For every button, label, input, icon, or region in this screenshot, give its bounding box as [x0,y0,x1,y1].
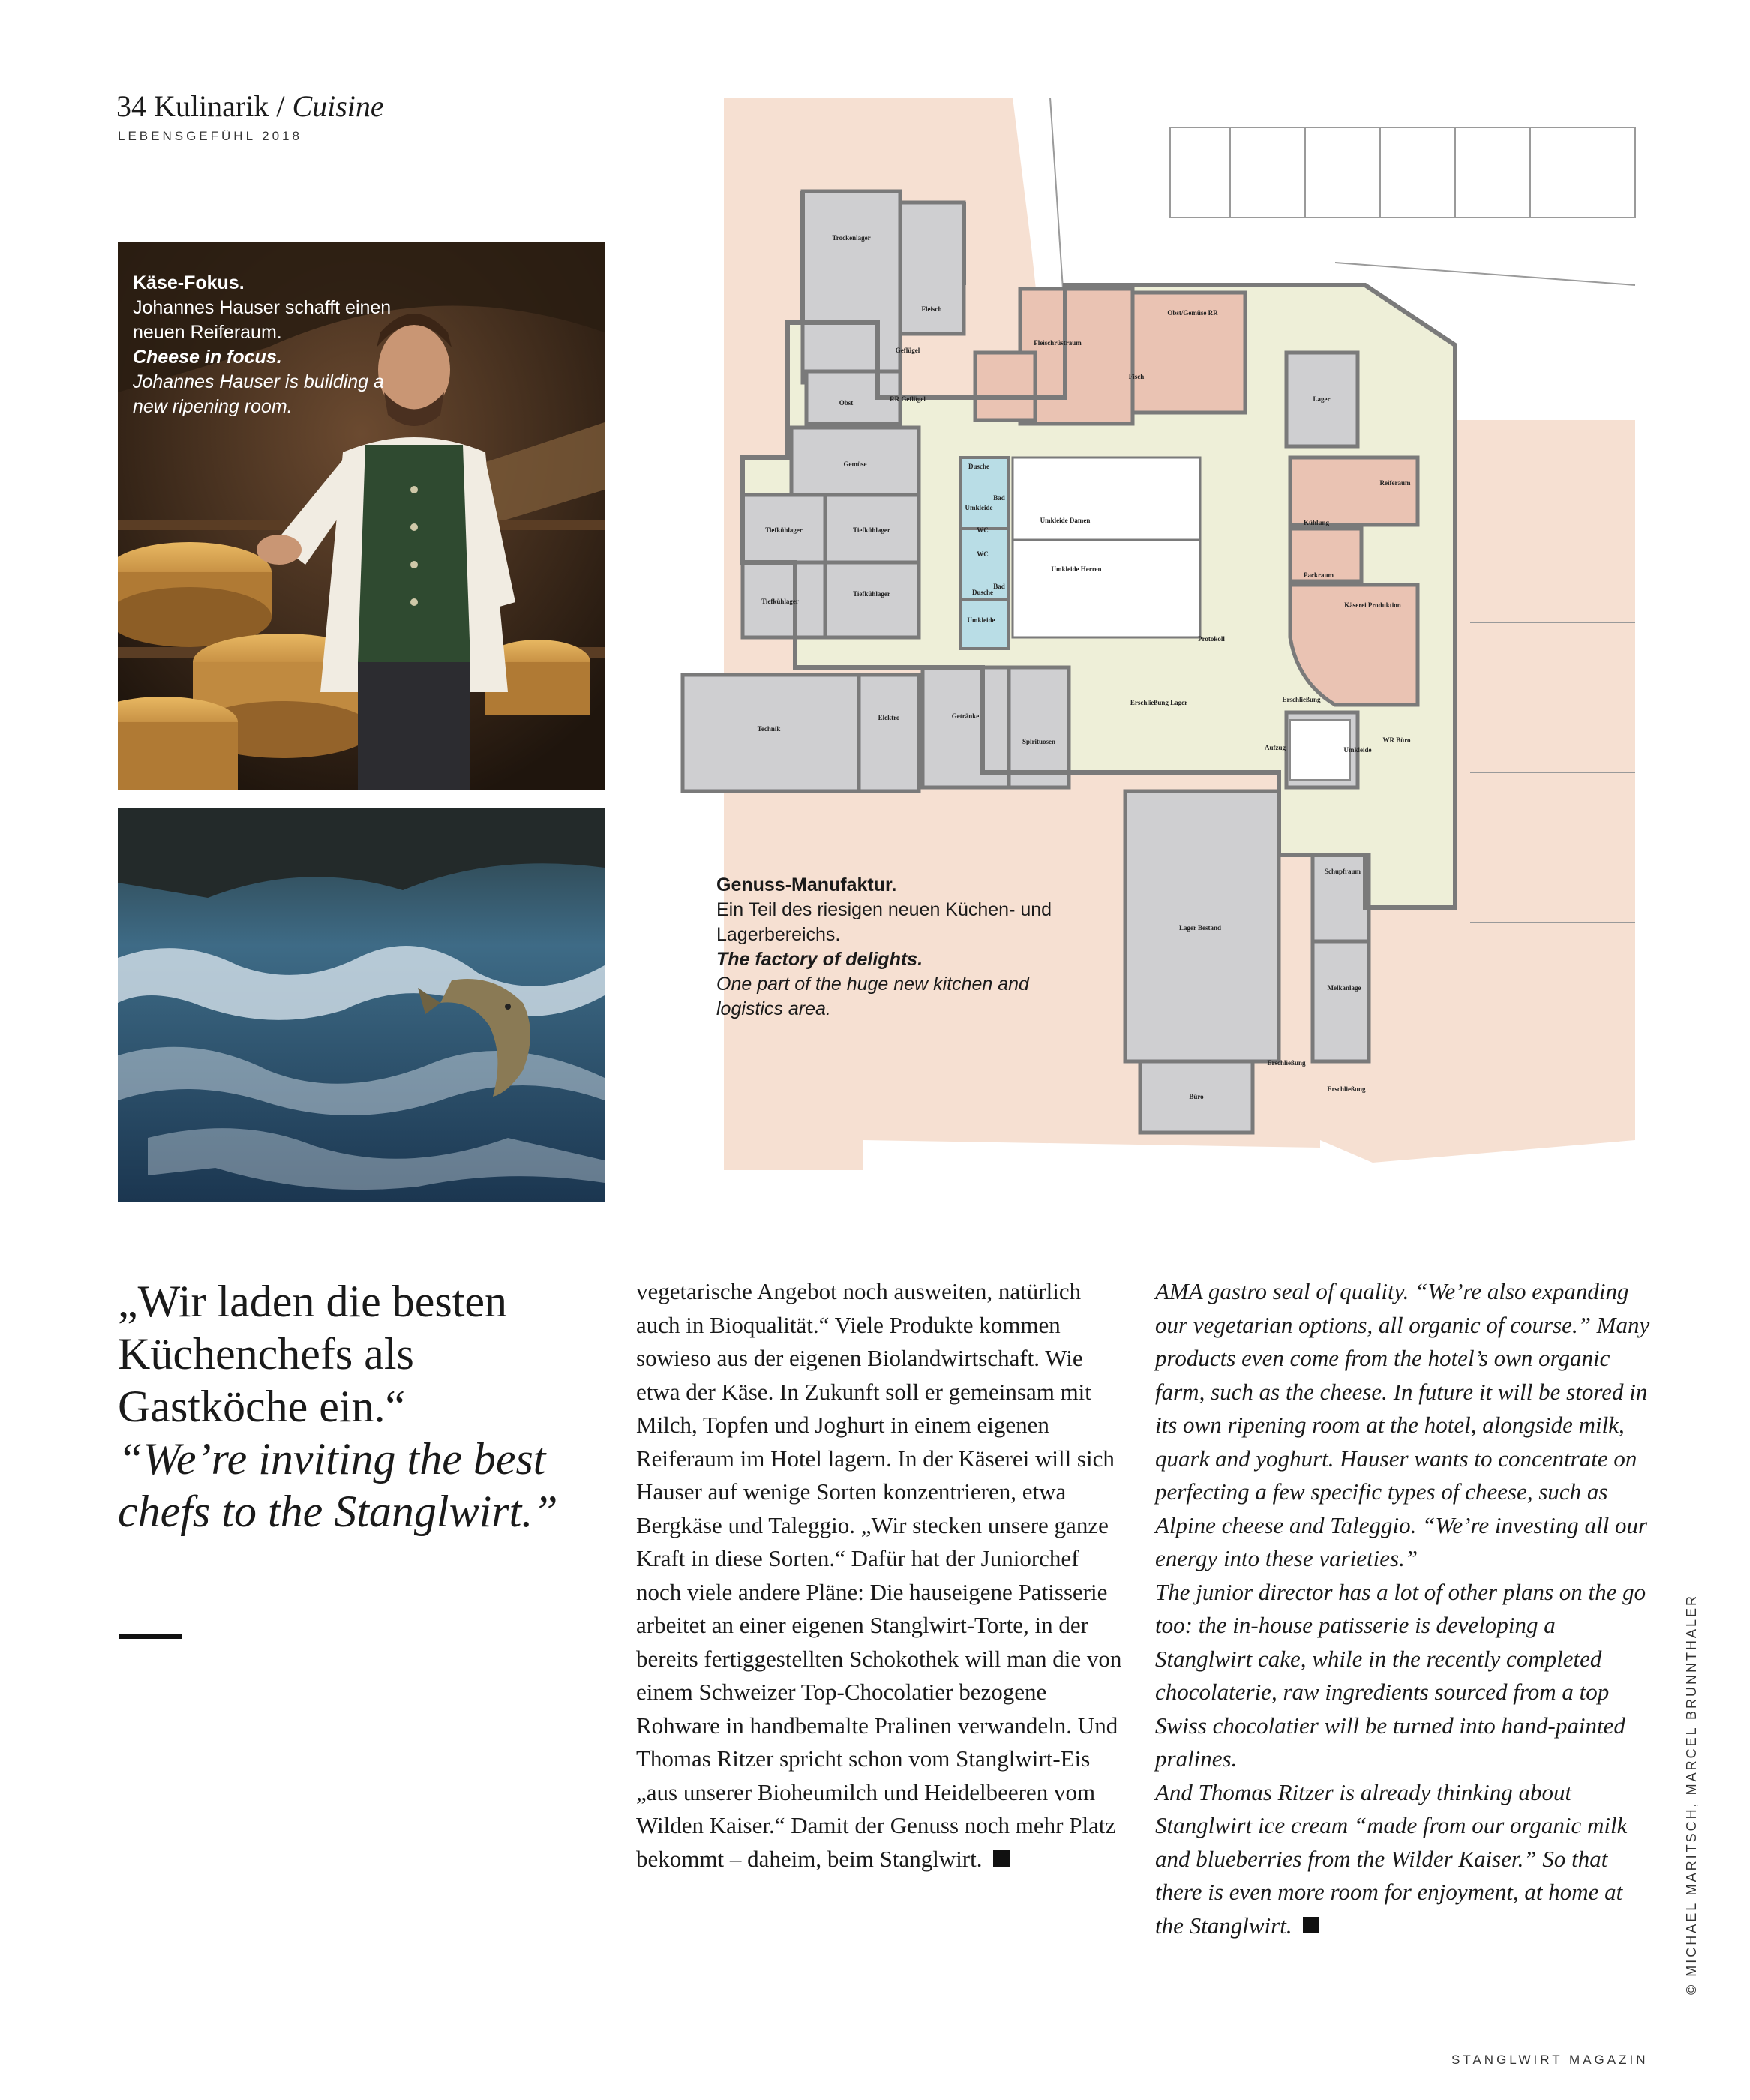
cheese-caption-title-en: Cheese in focus. [133,346,282,368]
room-lager-bestand: Lager Bestand [1178,924,1222,932]
room-tiefkuehl-2: Tiefkühlager [853,526,890,534]
room-kuehlung: Kühlung [1303,519,1330,526]
section-name-en: Cuisine [292,89,384,123]
room-tiefkuehl-4: Tiefkühlager [853,590,890,598]
room-rr-gefluegel: RR Geflügel [890,395,926,403]
page-header-title [116,88,384,124]
photo-credit: © MICHAEL MARITSCH, MARCEL BRUNNTHALER [1684,1594,1699,1995]
section-name: Kulinarik [154,89,269,123]
pull-quote [118,1275,583,1538]
room-packraum: Packraum [1304,572,1334,579]
room-buero: Büro [1189,1093,1204,1100]
room-lager: Lager [1313,395,1331,403]
room-erschliessung-lager: Erschließung Lager [1130,699,1188,706]
room-trockenlager: Trockenlager [832,234,871,242]
body-column-german [636,1275,1122,1876]
cheese-caption-en: Johannes Hauser is building a new ripening room. [133,371,384,417]
body-text-en-p1: AMA gastro seal of quality. “We’re also expanding our vegetarian options, all organic of course.” Many products even come from the hotel’s own organic farm, such as the cheese. In future it will be stored in its own ripening room at the hotel, alongside milk, quark and yoghurt. Hauser wants to concentrate on perfecting a few specific types of cheese, such as Alpine cheese and Taleggio. “We’re investing all our energy into these varieties.” [1155,1278,1650,1571]
room-schupfraum: Schupfraum [1324,868,1361,875]
cheese-photo-caption [133,271,418,419]
room-umkleide-1: Umkleide [965,504,993,512]
end-of-article-mark-en [1303,1917,1319,1934]
cheese-caption-de: Johannes Hauser schafft einen neuen Reiferaum. [133,297,392,343]
body-text-en-p2: The junior director has a lot of other plans on the go too: the in-house patisserie is developing a Stanglwirt cake, while in the recently completed chocolaterie, raw ingredients sourced from a top Swiss chocolatier will be turned into hand-painted pralines. [1155,1578,1646,1772]
room-erschliessung-1: Erschließung [1282,696,1321,704]
room-dusche-2: Dusche [971,589,994,596]
room-fleisch: Fleisch [921,305,942,313]
floor-plan-caption [716,873,1076,1022]
room-umkleide-3: Umkleide [1343,746,1372,754]
room-aufzug: Aufzug [1264,744,1286,752]
room-gemuese: Gemüse [843,460,867,468]
room-tiefkuehl-3: Tiefkühlager [761,598,799,605]
body-column-english [1155,1275,1650,1942]
plan-caption-de: Ein Teil des riesigen neuen Küchen- und Lagerbereichs. [716,899,1052,945]
plan-caption-title-en: The factory of delights. [716,949,923,970]
pull-quote-de: „Wir laden die besten Küchenchefs als Gastköche ein.“ [118,1276,508,1431]
floor-plan [660,98,1650,1208]
changing-rooms [1013,458,1200,638]
room-spirituosen: Spirituosen [1022,738,1056,746]
section-separator: / [269,89,293,123]
footer-magazine-name: STANGLWIRT MAGAZIN [1451,2053,1649,2067]
pull-quote-en: “We’re inviting the best chefs to the Stanglwirt.” [118,1434,558,1536]
page-header-subtitle: LEBENSGEFÜHL 2018 [118,129,302,143]
room-umkleide-damen: Umkleide Damen [1040,517,1091,524]
room-reiferaum: Reiferaum [1379,479,1411,487]
room-dusche-1: Dusche [968,463,990,470]
room-gefluegel: Geflügel [895,346,920,354]
room-wc-2: WC [977,550,989,558]
room-melkanlage: Melkanlage [1327,984,1361,992]
cheese-cellar-photo [118,242,605,790]
room-getraenke: Getränke [951,712,980,720]
room-umkleide-herren: Umkleide Herren [1051,566,1102,573]
body-text-en-p3: And Thomas Ritzer is already thinking about Stanglwirt ice cream “made from our organic milk and blueberries from the Wilder Kaiser.” So that there is even more room for enjoyment, at home at the Stanglwirt. [1155,1778,1628,1939]
cheese-caption-title-de: Käse-Fokus. [133,272,245,293]
quote-divider [119,1634,182,1639]
room-wr-buero: WR Büro [1382,736,1411,744]
room-tiefkuehl-1: Tiefkühlager [765,526,803,534]
room-erschliessung-2: Erschließung [1267,1059,1306,1066]
trout-stream-photo [118,808,605,1202]
room-umkleide-2: Umkleide [967,616,995,624]
room-fleischruestraum: Fleischrüstraum [1034,339,1082,346]
room-erschliessung-3: Erschließung [1327,1085,1366,1093]
room-bad-2: Bad [993,583,1005,590]
room-wc-1: WC [977,526,989,534]
body-text-de: vegetarische Angebot noch ausweiten, natürlich auch in Bioqualität.“ Viele Produkte kommen sowieso aus der eigenen Biolandwirtschaft. Wie etwa der Käse. In Zukunft soll er gemeinsam mit Milch, Topfen und Joghurt in einem eigenen Reiferaum im Hotel lagern. In der Käserei will sich Hauser auf wenige Sorten konzentrieren, etwa Bergkäse und Taleggio. „Wir stecken unsere ganze Kraft in diese Sorten.“ Dafür hat der Juniorchef noch viele andere Pläne: Die hauseigene Patisserie arbeitet an einer eigenen Stanglwirt-Torte, in der bereits fertiggestellten Schokothek will man die von einem Schweizer Top-Chocolatier bezogene Rohware in handbemalte Pralinen verwandeln. Und Thomas Ritzer spricht schon vom Stanglwirt-Eis „aus unserer Bioheumilch und Heidelbeeren vom Wilden Kaiser.“ Damit der Genuss noch mehr Platz bekommt – daheim, beim Stanglwirt. [636,1278,1122,1872]
end-of-article-mark [993,1850,1010,1867]
room-elektro: Elektro [878,714,900,722]
plan-caption-title-de: Genuss-Manufaktur. [716,874,897,896]
room-obst-gemuese-rr: Obst/Gemüse RR [1167,309,1218,316]
room-obst: Obst [839,399,854,406]
room-bad-1: Bad [993,494,1005,502]
trout-stream-illustration [118,808,605,1202]
room-technik: Technik [757,725,781,733]
room-fisch: Fisch [1128,373,1145,380]
plan-caption-en: One part of the huge new kitchen and logistics area. [716,974,1029,1019]
room-kaeserei-produktion: Käserei Produktion [1344,602,1401,609]
room-protokoll: Protokoll [1198,635,1225,643]
page-number: 34 [116,89,146,123]
aufzug-box [1290,720,1350,780]
